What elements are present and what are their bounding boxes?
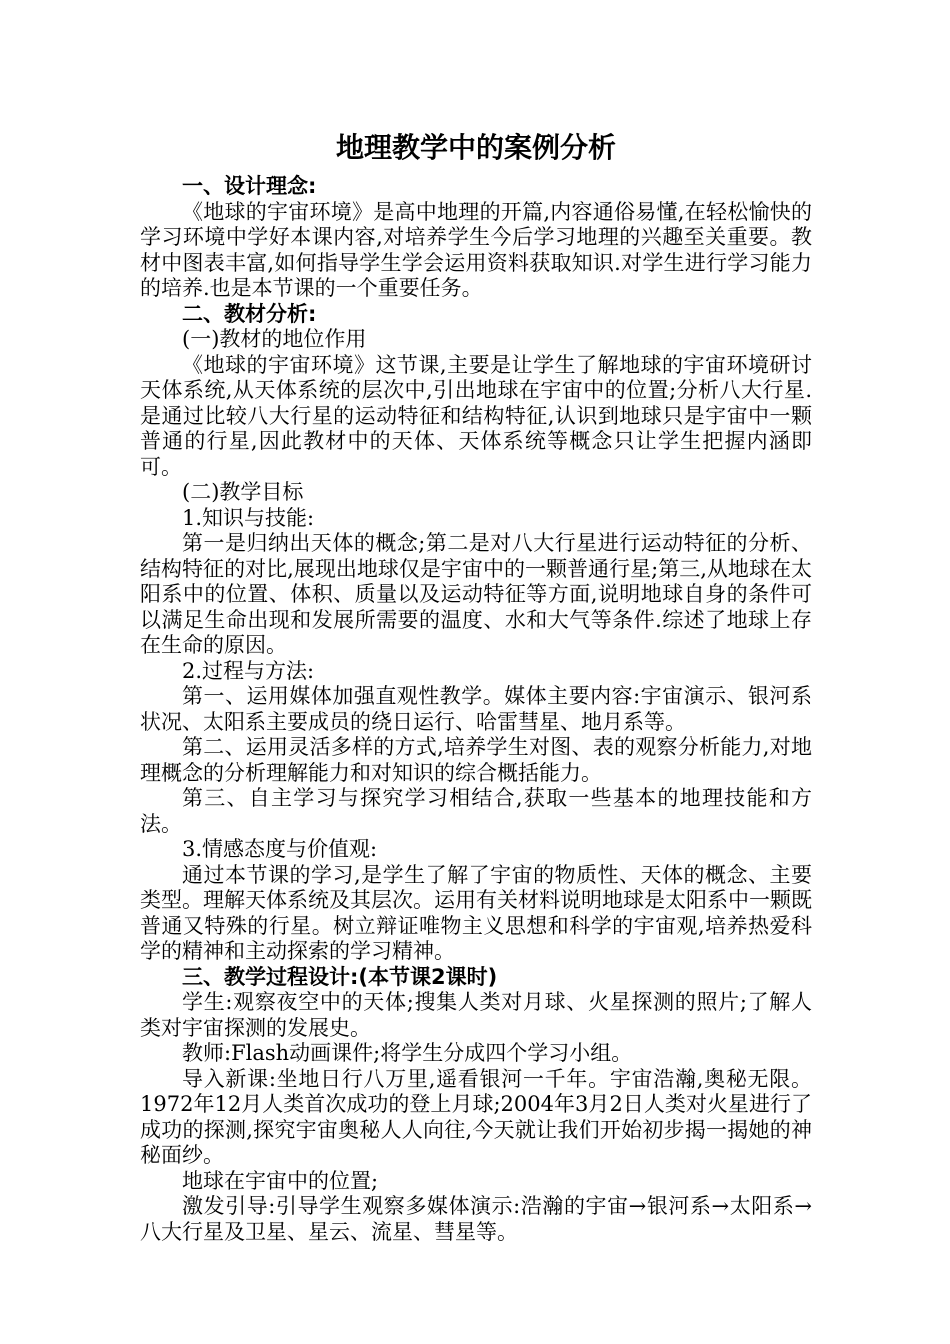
- document-body: [140, 174, 812, 1245]
- paragraph: 2.过程与方法:: [182, 658, 315, 683]
- paragraph: 导入新课:坐地日行八万里,遥看银河一千年。宇宙浩瀚,奥秘无限。1972年12月人类首次成功的登上月球;2004年3月2日人类对火星进行了成功的探测,探究宇宙奥秘人人向往,今天就让我们开始初步揭一揭她的神秘面纱。: [140, 1066, 812, 1167]
- paragraph: 教师:Flash动画课件;将学生分成四个学习小组。: [182, 1041, 633, 1065]
- paragraph: 地球在宇宙中的位置;: [182, 1168, 379, 1193]
- paragraph: (一)教材的地位作用: [182, 327, 367, 351]
- section-heading: 二、教材分析:: [182, 301, 317, 326]
- paragraph: 《地球的宇宙环境》这节课,主要是让学生了解地球的宇宙环境研讨天体系统,从天体系统的层次中,引出地球在宇宙中的位置;分析八大行星.是通过比较八大行星的运动特征和结构特征,认识到地球只是宇宙中一颗普通的行星,因此教材中的天体、天体系统等概念只让学生把握内涵即可。: [140, 352, 812, 479]
- paragraph: 第一是归纳出天体的概念;第二是对八大行星进行运动特征的分析、结构特征的对比,展现出地球仅是宇宙中的一颗普通行星;第三,从地球在太阳系中的位置、体积、质量以及运动特征等方面,说明地球自身的条件可以满足生命出现和发展所需要的温度、水和大气等条件.综述了地球上存在生命的原因。: [140, 531, 812, 657]
- document-page: [140, 128, 812, 1245]
- paragraph: 第一、运用媒体加强直观性教学。媒体主要内容:宇宙演示、银河系状况、太阳系主要成员的绕日运行、哈雷彗星、地月系等。: [140, 684, 812, 734]
- paragraph: 第二、运用灵活多样的方式,培养学生对图、表的观察分析能力,对地理概念的分析理解能力和对知识的综合概括能力。: [140, 735, 812, 785]
- document-title: 地理教学中的案例分析: [335, 131, 616, 164]
- paragraph: 学生:观察夜空中的天体;搜集人类对月球、火星探测的照片;了解人类对宇宙探测的发展史。: [140, 990, 812, 1040]
- paragraph: 通过本节课的学习,是学生了解了宇宙的物质性、天体的概念、主要类型。理解天体系统及其层次。运用有关材料说明地球是太阳系中一颗既普通又特殊的行星。树立辩证唯物主义思想和科学的宇宙观,培养热爱科学的精神和主动探索的学习精神。: [140, 862, 812, 963]
- paragraph: 3.情感态度与价值观:: [182, 837, 378, 861]
- section-heading: 一、设计理念:: [182, 174, 317, 198]
- paragraph: 《地球的宇宙环境》是高中地理的开篇,内容通俗易懂,在轻松愉快的学习环境中学好本课内容,对培养学生今后学习地理的兴趣至关重要。教材中图表丰富,如何指导学生学会运用资料获取知识.对学生进行学习能力的培养.也是本节课的一个重要任务。: [140, 199, 812, 300]
- paragraph: (二)教学目标: [182, 480, 304, 504]
- paragraph: 1.知识与技能:: [182, 505, 315, 530]
- paragraph: 激发引导:引导学生观察多媒体演示:浩瀚的宇宙→银河系→太阳系→八大行星及卫星、星云、流星、彗星等。: [140, 1194, 812, 1244]
- section-heading: 三、教学过程设计:(本节课2课时): [182, 964, 498, 989]
- paragraph: 第三、自主学习与探究学习相结合,获取一些基本的地理技能和方法。: [140, 786, 812, 836]
